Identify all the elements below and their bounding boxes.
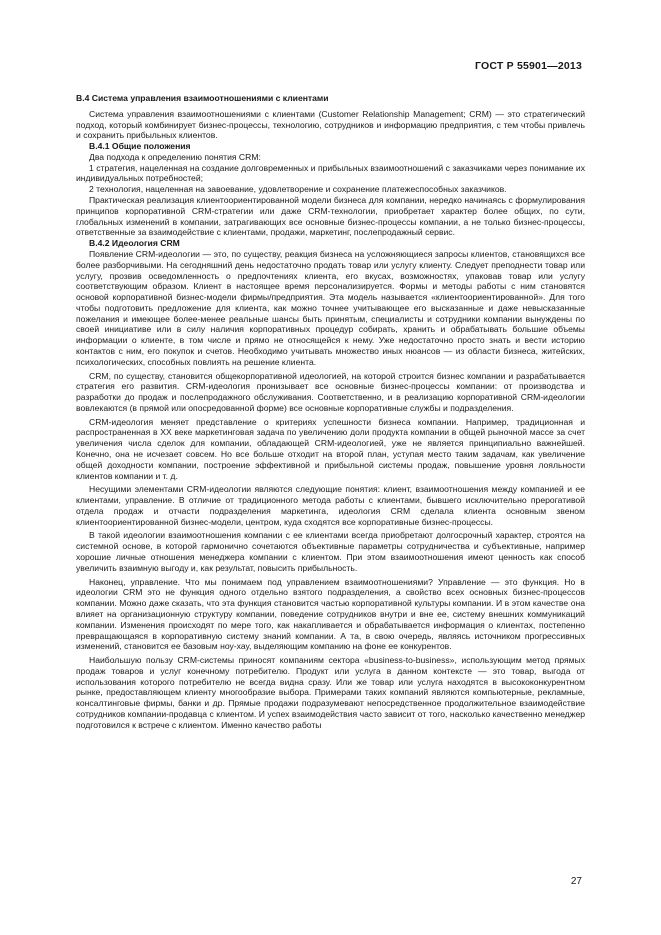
section-intro-paragraph: Система управления взаимоотношениями с клиентами (Customer Relationship Management; CRM) — это стратегический подход, который комбинирует бизнес-процессы, технологию, сотрудников и информацию предприятия, с тем чтобы привлечь и сохранить прибыльных клиентов. (76, 108, 585, 141)
list-item: 2 технология, нацеленная на завоевание, удовлетворение и сохранение платежеспособных заказчиков. (89, 184, 507, 195)
list-item: 1 стратегия, нацеленная на создание долговременных и прибыльных взаимоотношений с заказчиками через понимание их индивидуальных потребностей; (76, 162, 585, 184)
subsection-heading-general: В.4.1 Общие положения (89, 141, 191, 152)
subsection-heading-ideology: В.4.2 Идеология CRM (89, 238, 180, 249)
page-number: 27 (570, 876, 582, 887)
paragraph: Наконец, управление. Что мы понимаем под управлением взаимоотношениями? Управление — это функция. Но в идеологии CRM это не функция одного отдельно взятого подразделения, а свойство всех основных бизнес-процессов компании. Можно даже сказать, что эта функция становится частью корпоративной культуры компании. И в этом качестве она влияет на организационную структуру компании, поведение сотрудников внутри и вне ее, систему внешних коммуникаций компании. Изменения происходят по мере того, как накапливается и обрабатывается информация о клиентах, постепенно превращающаяся в корпоративную систему знаний компании. А та, в свою очередь, являясь источником прогрессивных изменений, становится ее базовым ноу-хау, выделяющим компанию на фоне ее конкурентов. (76, 576, 585, 652)
section-heading: В.4 Система управления взаимоотношениями с клиентами (76, 93, 329, 103)
paragraph: Два подхода к определению понятия CRM: (89, 151, 261, 162)
paragraph: CRM-идеология меняет представление о критериях успешности бизнеса компании. Например, традиционная и распространенная в XX веке маркетинговая задача по увеличению доли продукта компании в общей рыночной массе за счет увеличения числа сделок для компании, обладающей CRM-идеологией, уже не является принципиально важнейшей. Конечно, она не исчезает совсем. Но все больше отходит на второй план, уступая место таким задачам, как увеличение общей доходности компании, построение эффективной и прибыльной системы продаж, повышение уровня лояльности клиентов компании и т. д. (76, 416, 585, 481)
document-code: ГОСТ Р 55901—2013 (474, 60, 582, 72)
paragraph: CRM, по существу, становится общекорпоративной идеологией, на которой строится бизнес компании и разрабатывается стратегия его развития. CRM-идеология пронизывает все основные бизнес-процессы компании: от производства и разработки до продаж и послепродажного обслуживания. Соответственно, и в реализацию корпоративной CRM-идеологии вовлекаются (в прямой или опосредованной форме) все основные корпоративные службы и подразделения. (76, 370, 585, 413)
paragraph: Появление CRM-идеологии — это, по существу, реакция бизнеса на усложняющиеся запросы клиентов, становящихся все более разборчивыми. На сегодняшний день недостаточно продать товар или услугу клиенту. Следует преподнести товар или услугу, прозвив осведомленность о предпочтениях клиента, его вкусах, возможностях, упаковав товар или услугу соответствующим образом. Клиент в настоящее время персонализируется. Формы и методы работы с ним становятся основой корпоративной бизнес-модели фирмы/предприятия. Эта модель называется «клиентоориентированной». Для того чтобы подготовить предложение для клиента, как можно точнее учитывающее его высказанные и даже невысказанные пожелания и имеющее более-менее реальные шансы быть принятым, специалисты и сотрудники компании вынуждены по своей инициативе или в силу наличия корпоративных процедур собирать, хранить и обрабатывать большие объемы информации о клиенте, в том числе и прямо не относящейся к нему. Уже недостаточно просто знать и вести историю контактов с ним, его покупок и счетов. Необходимо учитывать множество иных нюансов — из области бизнеса, житейских, психологических, способных повлиять на решение клиента. (76, 248, 585, 367)
paragraph: Наибольшую пользу CRM-системы приносят компаниям сектора «business-to-business», использующим метод прямых продаж товаров и услуг конечному потребителю. Продукт или услуга в данном контексте — это товар, выгода от использования которого потребителю не всегда видна сразу. Или же товар или услуга находятся в высококонкурентном рынке, предоставляющем клиенту многообразие выбора. Примерами таких компаний являются компьютерные, рекламные, консалтинговые фирмы, банки и др. Прямые продажи подразумевают непосредственное продолжительное взаимодействие сотрудников компании-продавца с клиентом. И успех взаимодействия часто зависит от того, насколько качественно менеджер подготовился к встрече с клиентом. Именно качество работы (76, 655, 585, 730)
paragraph: Несущими элементами CRM-идеологии являются следующие понятия: клиент, взаимоотношения между компанией и ее клиентами, управление. В отличие от традиционного метода работы с клиентами, бывшего исключительно прерогативой отдела продаж и отчасти подразделения маркетинга, идеология CRM сделала клиента основным звеном клиентоориентированной бизнес-модели, центром, куда сходятся все корпоративные бизнес-процессы. (76, 484, 585, 527)
document-body (76, 93, 585, 731)
paragraph: Практическая реализация клиентоориентированной модели бизнеса для компании, нередко начинаясь с формулирования принципов корпоративной CRM-стратегии или даже CRM-технологии, приобретает характер более общих, по сути, глобальных изменений в компании, затрагивающих все основные бизнес-процессы компании, а не только бизнес-процессы, ответственные за взаимодействие с клиентами, продажи, маркетинг, послепродажный сервис. (76, 195, 585, 238)
paragraph: В такой идеологии взаимоотношения компании с ее клиентами всегда приобретают долгосрочный характер, строятся на системной основе, в которой гармонично сочетаются объективные параметры сотрудничества и субъективные, например хорошие личные отношения менеджера компании с клиентом. При этом взаимоотношения имеют ценность как способ увеличить взаимную выгоду и, как результат, повысить прибыльность. (76, 530, 585, 573)
